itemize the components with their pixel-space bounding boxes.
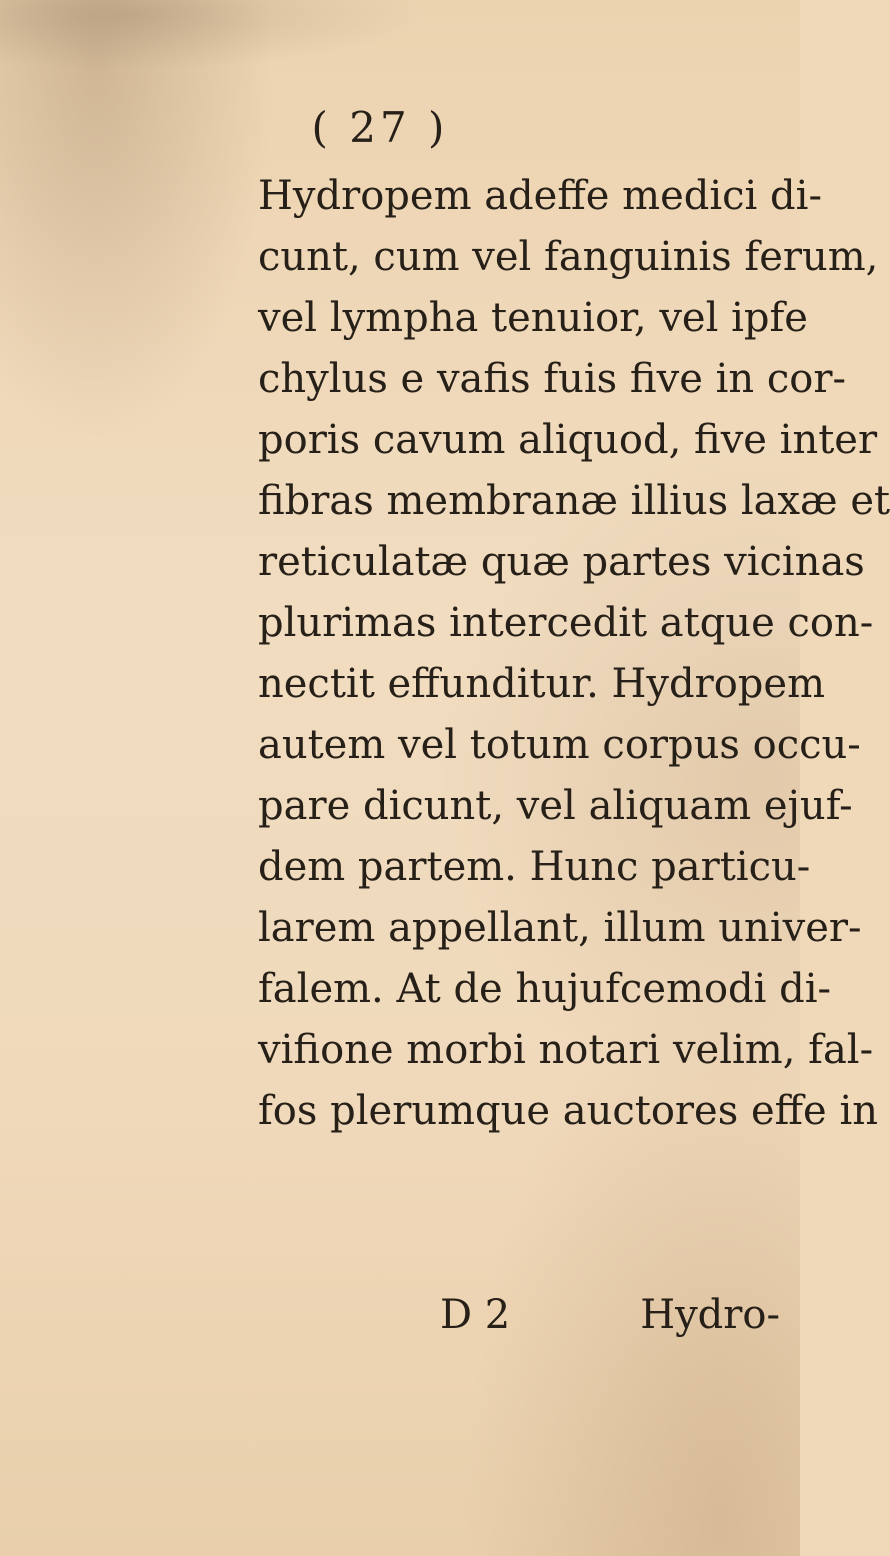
text-line-16: fos plerumque auctores effe in <box>258 1088 878 1134</box>
text-line-1: Hydropem adeffe medici di- <box>258 173 822 219</box>
text-line-13: larem appellant, illum univer- <box>258 905 862 951</box>
text-line-9: nectit effunditur. Hydropem <box>258 661 825 707</box>
text-line-5: poris cavum aliquod, five inter <box>258 417 878 463</box>
page-number-header: ( 27 ) <box>311 103 449 152</box>
catchword: Hydro- <box>640 1292 780 1338</box>
text-line-14: falem. At de hujufcemodi di- <box>258 966 832 1012</box>
signature-mark: D 2 <box>440 1292 511 1338</box>
text-line-10: autem vel totum corpus occu- <box>258 722 861 768</box>
text-line-3: vel lympha tenuior, vel ipfe <box>258 295 808 341</box>
text-line-4: chylus e vafis fuis five in cor- <box>258 356 846 402</box>
text-line-11: pare dicunt, vel aliquam ejuf- <box>258 783 853 829</box>
text-line-2: cunt, cum vel fanguinis ferum, <box>258 234 879 280</box>
page-footer <box>440 1292 780 1338</box>
text-line-15: vifione morbi notari velim, fal- <box>258 1027 874 1073</box>
text-line-8: plurimas intercedit atque con- <box>258 600 874 646</box>
text-line-6: fibras membranæ illius laxæ et <box>258 478 890 524</box>
text-line-12: dem partem. Hunc particu- <box>258 844 811 890</box>
text-line-7: reticulatæ quæ partes vicinas <box>258 539 865 585</box>
